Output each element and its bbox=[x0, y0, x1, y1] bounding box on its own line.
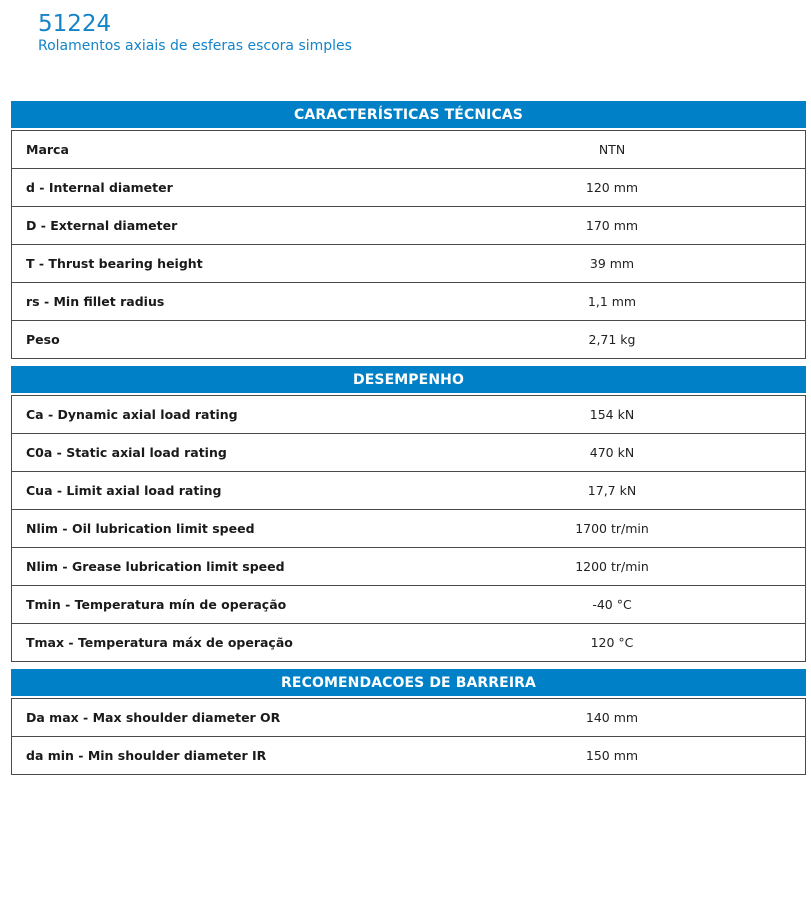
table-row bbox=[12, 624, 806, 662]
spec-label: Nlim - Grease lubrication limit speed bbox=[12, 548, 420, 586]
table-row bbox=[12, 169, 806, 207]
table-row bbox=[12, 548, 806, 586]
spec-label: d - Internal diameter bbox=[12, 169, 420, 207]
section-performance bbox=[11, 366, 806, 662]
spec-value: 150 mm bbox=[419, 737, 806, 775]
table-row bbox=[12, 396, 806, 434]
table-row bbox=[12, 699, 806, 737]
table-row bbox=[12, 737, 806, 775]
section-title: DESEMPENHO bbox=[11, 366, 806, 393]
spec-label: Peso bbox=[12, 321, 420, 359]
section-technical-characteristics bbox=[11, 101, 806, 359]
spec-label: Ca - Dynamic axial load rating bbox=[12, 396, 420, 434]
spec-value: 154 kN bbox=[419, 396, 806, 434]
spec-value: 2,71 kg bbox=[419, 321, 806, 359]
spec-label: rs - Min fillet radius bbox=[12, 283, 420, 321]
spec-label: da min - Min shoulder diameter IR bbox=[12, 737, 420, 775]
product-header bbox=[38, 10, 352, 54]
spec-label: C0a - Static axial load rating bbox=[12, 434, 420, 472]
spec-value: 470 kN bbox=[419, 434, 806, 472]
section-title: RECOMENDACOES DE BARREIRA bbox=[11, 669, 806, 696]
spec-value: 1700 tr/min bbox=[419, 510, 806, 548]
section-title: CARACTERÍSTICAS TÉCNICAS bbox=[11, 101, 806, 128]
table-row bbox=[12, 510, 806, 548]
product-description: Rolamentos axiais de esferas escora simples bbox=[38, 38, 352, 54]
spec-value: 1200 tr/min bbox=[419, 548, 806, 586]
table-row bbox=[12, 245, 806, 283]
table-row bbox=[12, 434, 806, 472]
product-code: 51224 bbox=[38, 11, 112, 37]
spec-value: NTN bbox=[419, 131, 806, 169]
spec-value: -40 °C bbox=[419, 586, 806, 624]
spec-value: 39 mm bbox=[419, 245, 806, 283]
spec-label: Tmin - Temperatura mín de operação bbox=[12, 586, 420, 624]
spec-label: T - Thrust bearing height bbox=[12, 245, 420, 283]
spec-label: Da max - Max shoulder diameter OR bbox=[12, 699, 420, 737]
table-row bbox=[12, 131, 806, 169]
spec-table bbox=[11, 130, 806, 359]
spec-label: Marca bbox=[12, 131, 420, 169]
table-row bbox=[12, 283, 806, 321]
table-row bbox=[12, 586, 806, 624]
spec-table bbox=[11, 395, 806, 662]
spec-value: 120 °C bbox=[419, 624, 806, 662]
spec-label: Cua - Limit axial load rating bbox=[12, 472, 420, 510]
section-barrier-recommendations bbox=[11, 669, 806, 775]
spec-value: 120 mm bbox=[419, 169, 806, 207]
spec-label: Tmax - Temperatura máx de operação bbox=[12, 624, 420, 662]
spec-value: 17,7 kN bbox=[419, 472, 806, 510]
spec-label: D - External diameter bbox=[12, 207, 420, 245]
spec-label: Nlim - Oil lubrication limit speed bbox=[12, 510, 420, 548]
spec-value: 140 mm bbox=[419, 699, 806, 737]
spec-table bbox=[11, 698, 806, 775]
table-row bbox=[12, 472, 806, 510]
table-row bbox=[12, 207, 806, 245]
spec-value: 1,1 mm bbox=[419, 283, 806, 321]
spec-value: 170 mm bbox=[419, 207, 806, 245]
table-row bbox=[12, 321, 806, 359]
